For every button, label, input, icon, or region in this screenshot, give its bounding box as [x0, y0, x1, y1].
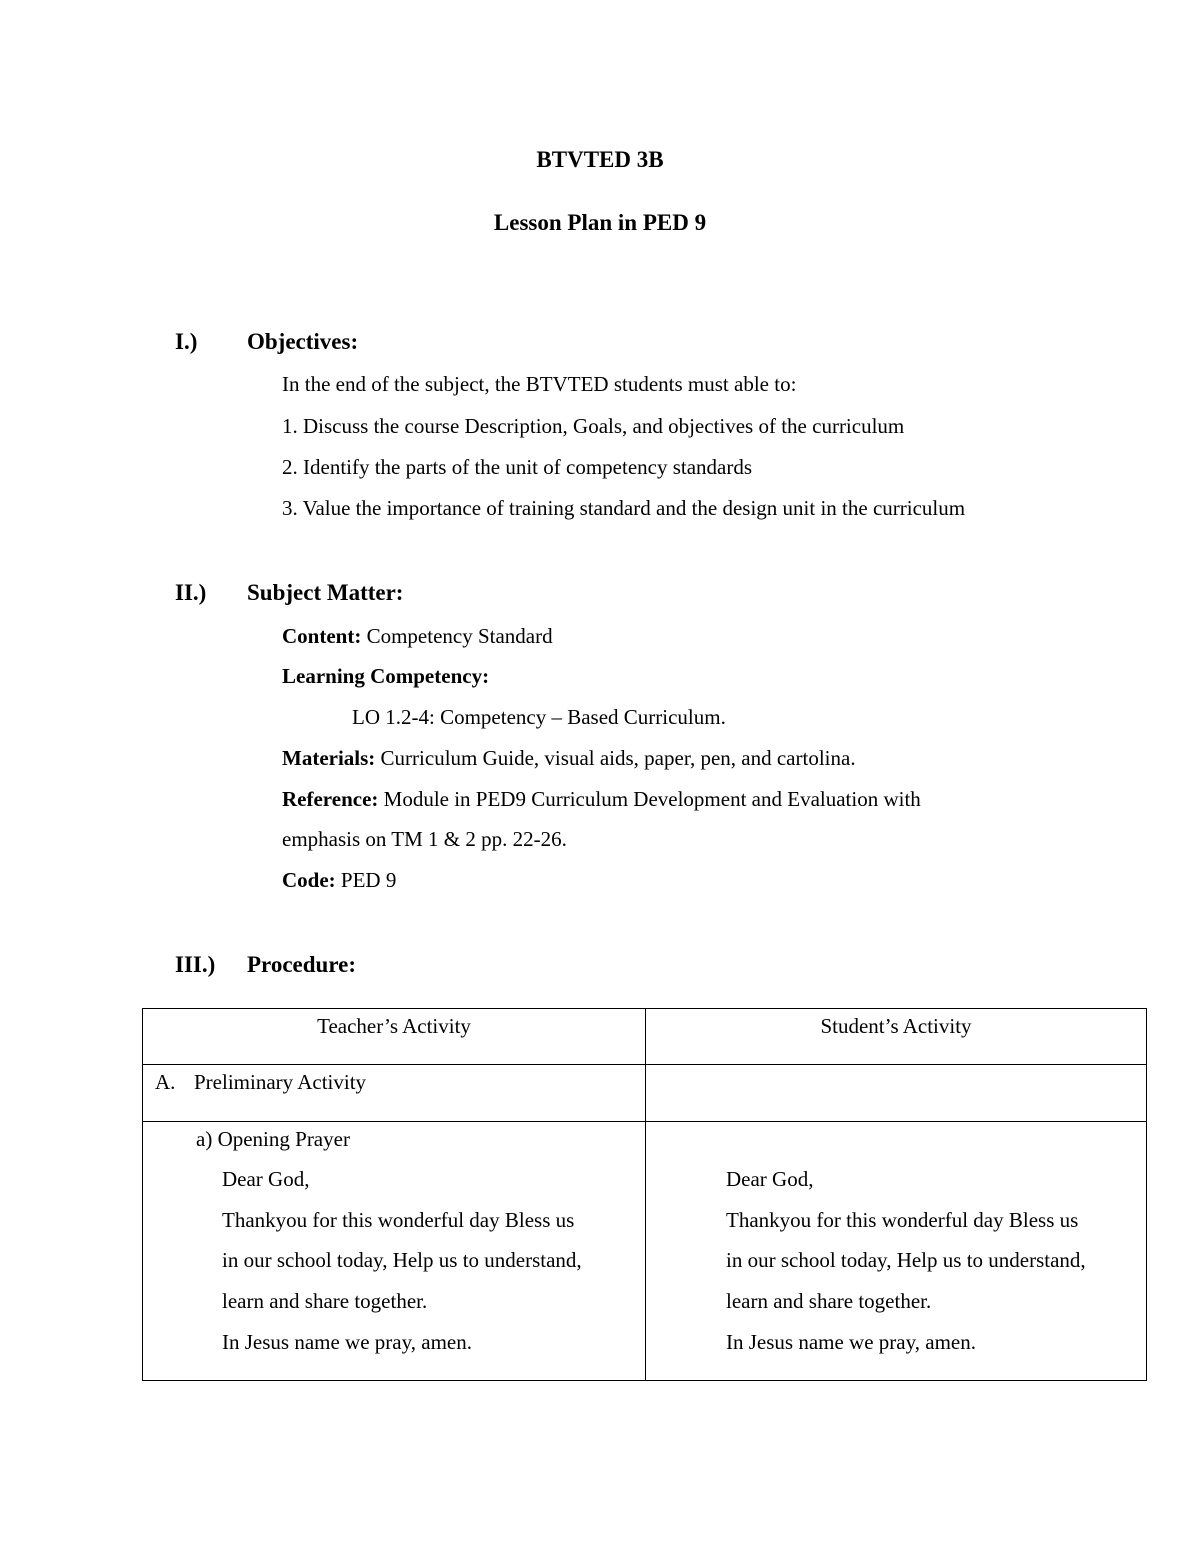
objectives-number: I.): [175, 329, 198, 354]
code-line: [282, 870, 396, 891]
procedure-table: [142, 1008, 1147, 1381]
opening-prayer-label: a) Opening Prayer: [196, 1127, 350, 1151]
table-row: [143, 1065, 1147, 1122]
table-cell: [143, 1065, 646, 1122]
objectives-intro: In the end of the subject, the BTVTED students must able to:: [282, 372, 797, 396]
teacher-prayer-line: Dear God,: [222, 1167, 310, 1191]
procedure-number: III.): [175, 952, 216, 977]
page-title: Lesson Plan in PED 9: [493, 210, 707, 235]
code-value: PED 9: [335, 868, 397, 892]
subject-matter-heading: Subject Matter:: [247, 580, 404, 605]
content-label: Content:: [282, 624, 362, 648]
table-cell: [646, 1122, 1147, 1381]
code-label: Code:: [282, 868, 336, 892]
table-cell: [646, 1065, 1147, 1122]
objective-item: 3. Value the importance of training standard and the design unit in the curriculum: [282, 496, 966, 520]
reference-continuation: emphasis on TM 1 & 2 pp. 22-26.: [282, 827, 567, 851]
materials-label: Materials:: [282, 746, 376, 770]
learning-competency-label: Learning Competency:: [282, 664, 490, 688]
teacher-prayer-line: Thankyou for this wonderful day Bless us: [222, 1208, 575, 1232]
class-code: BTVTED 3B: [536, 147, 664, 172]
reference-line: [282, 789, 921, 810]
table-row: [143, 1122, 1147, 1381]
teacher-prayer-line: in our school today, Help us to understand,: [222, 1248, 582, 1272]
student-activity-header: Student’s Activity: [820, 1014, 972, 1038]
student-prayer-line: Thankyou for this wonderful day Bless us: [726, 1208, 1079, 1232]
table-cell: [143, 1122, 646, 1381]
student-prayer-line: learn and share together.: [726, 1289, 932, 1313]
subject-matter-number: II.): [175, 580, 207, 605]
student-prayer-line: in our school today, Help us to understand,: [726, 1248, 1086, 1272]
reference-label: Reference:: [282, 787, 379, 811]
teacher-prayer-line: learn and share together.: [222, 1289, 428, 1313]
section-a-letter: A.: [155, 1070, 176, 1094]
content-value: Competency Standard: [361, 624, 553, 648]
learning-competency-value: LO 1.2-4: Competency – Based Curriculum.: [352, 705, 726, 729]
table-header-row: [143, 1009, 1147, 1065]
content-line: [282, 626, 553, 647]
materials-value: Curriculum Guide, visual aids, paper, pen, and cartolina.: [375, 746, 856, 770]
table-header-cell: [143, 1009, 646, 1065]
student-prayer-line: In Jesus name we pray, amen.: [726, 1330, 976, 1354]
materials-line: [282, 748, 856, 769]
teacher-activity-header: Teacher’s Activity: [317, 1014, 471, 1038]
section-a-label: Preliminary Activity: [194, 1070, 367, 1094]
student-prayer-line: Dear God,: [726, 1167, 814, 1191]
objective-item: 2. Identify the parts of the unit of competency standards: [282, 455, 753, 479]
procedure-heading: Procedure:: [247, 952, 357, 977]
reference-value: Module in PED9 Curriculum Development and Evaluation with: [378, 787, 921, 811]
table-header-cell: [646, 1009, 1147, 1065]
objectives-heading: Objectives:: [247, 329, 359, 354]
teacher-prayer-line: In Jesus name we pray, amen.: [222, 1330, 472, 1354]
objective-item: 1. Discuss the course Description, Goals, and objectives of the curriculum: [282, 414, 905, 438]
